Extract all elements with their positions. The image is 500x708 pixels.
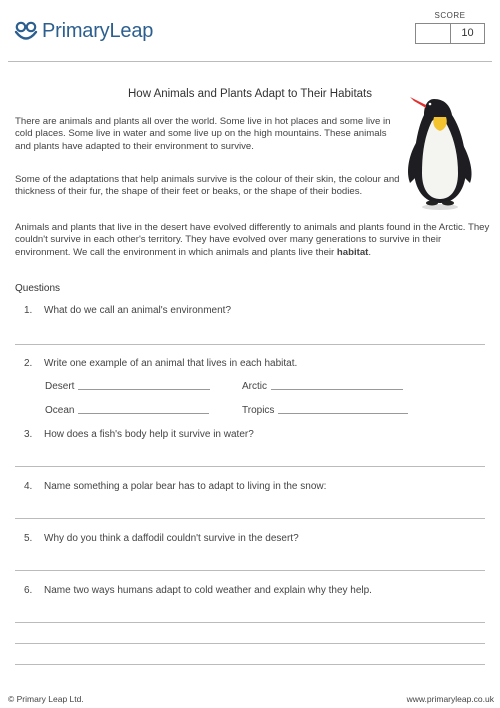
question-number: 5. <box>24 533 33 544</box>
habitat-label: Arctic <box>242 381 267 392</box>
question-text: Name two ways humans adapt to cold weather and explain why they help. <box>44 585 372 596</box>
habitat-label: Tropics <box>242 405 275 416</box>
brand-name: PrimaryLeap <box>42 20 154 42</box>
score-label: SCORE <box>434 11 466 20</box>
page-header <box>0 0 500 60</box>
question-number: 1. <box>24 305 33 316</box>
question-6 <box>24 585 372 596</box>
question-4 <box>24 481 326 492</box>
question-text: Why do you think a daffodil couldn't survive in the desert? <box>44 533 299 544</box>
score-input-box[interactable] <box>416 24 451 43</box>
habitat-desert <box>45 381 210 392</box>
habitat-label: Desert <box>45 381 75 392</box>
habitat-paragraph-text: Animals and plants that live in the desert have evolved differently to animals and plants found in the Arctic. They couldn't survive in each other's territory. They have evolved over many generations to survive in their environment. We call the environment in which animals and plants live their <box>15 222 490 258</box>
brand-logo <box>14 20 153 43</box>
question-number: 2. <box>24 358 33 369</box>
question-number: 4. <box>24 481 33 492</box>
questions-heading: Questions <box>15 283 61 294</box>
penguin-image <box>404 93 476 211</box>
answer-line-5[interactable] <box>15 570 485 571</box>
habitat-label: Ocean <box>45 405 75 416</box>
adaptations-paragraph: Some of the adaptations that help animals survive is the colour of their skin, the colour and thickness of their fur, the shape of their feet or beaks, or the shape of their bodies. <box>15 174 400 198</box>
habitat-answer-blank[interactable] <box>78 413 209 414</box>
worksheet-title: How Animals and Plants Adapt to Their Habitats <box>128 88 372 100</box>
habitat-paragraph <box>15 222 490 259</box>
footer-copyright: © Primary Leap Ltd. <box>8 694 84 704</box>
footer-website-link[interactable]: www.primaryleap.co.uk <box>406 694 494 704</box>
intro-paragraph: There are animals and plants all over the world. Some live in hot places and some live in cold places. Some live in water and some live up on the high mountains. These animals and plants have adapted to their environment to survive. <box>15 116 391 152</box>
question-text: Name something a polar bear has to adapt to living in the snow: <box>44 481 327 492</box>
answer-line-1[interactable] <box>15 344 485 345</box>
habitat-paragraph-end: . <box>368 246 372 258</box>
habitat-arctic <box>242 381 403 392</box>
habitat-tropics <box>242 405 408 416</box>
habitat-answer-blank[interactable] <box>271 389 403 390</box>
answer-line-6a[interactable] <box>15 622 485 623</box>
question-1 <box>24 305 231 316</box>
question-5 <box>24 533 299 544</box>
question-number: 6. <box>24 585 33 596</box>
score-box <box>415 23 485 44</box>
answer-line-6b[interactable] <box>15 643 485 644</box>
answer-line-3[interactable] <box>15 466 485 467</box>
question-2 <box>24 358 297 369</box>
question-text: How does a fish's body help it survive in water? <box>44 429 254 440</box>
header-divider <box>8 61 492 62</box>
question-number: 3. <box>24 429 33 440</box>
answer-line-6c[interactable] <box>15 664 485 665</box>
question-text: Write one example of an animal that lives in each habitat. <box>44 358 298 369</box>
habitat-answer-blank[interactable] <box>278 413 408 414</box>
question-text: What do we call an animal's environment? <box>44 305 232 316</box>
score-total: 10 <box>461 27 474 39</box>
habitat-ocean <box>45 405 209 416</box>
question-3 <box>24 429 254 440</box>
answer-line-4[interactable] <box>15 518 485 519</box>
habitat-term: habitat <box>336 246 369 258</box>
frog-logo-icon <box>14 21 38 43</box>
habitat-answer-blank[interactable] <box>78 389 210 390</box>
